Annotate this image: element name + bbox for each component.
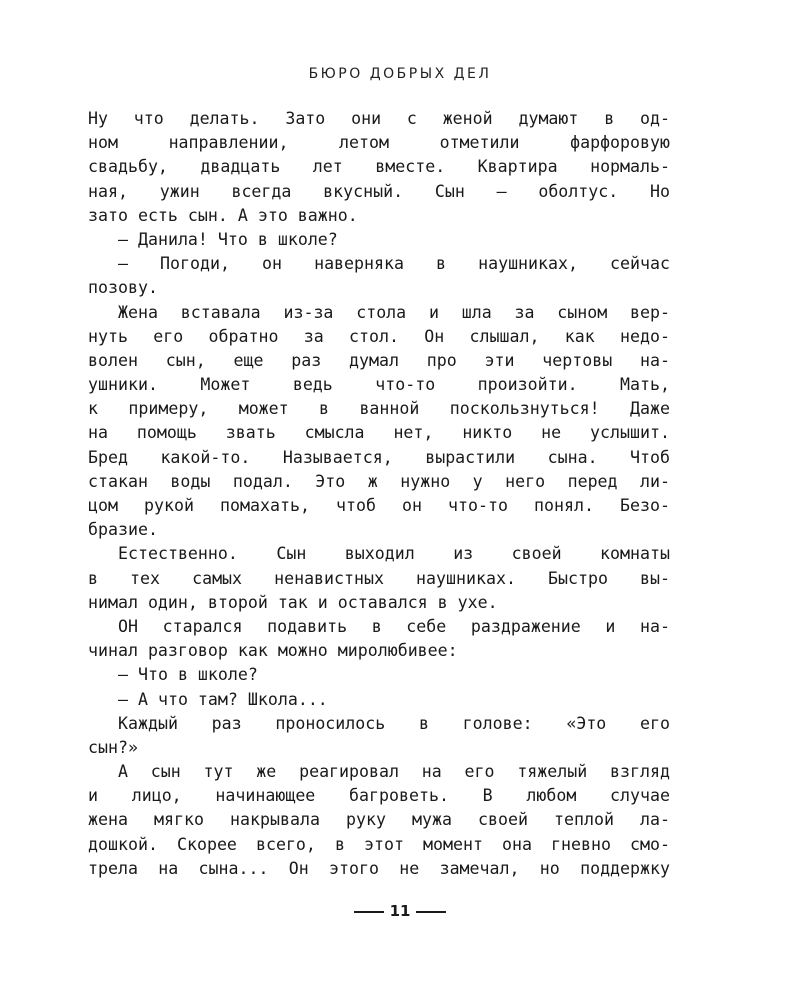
text-line: нуть его обратно за стол. Он слышал, как недо- xyxy=(88,326,670,346)
right-dash xyxy=(416,911,446,913)
text-line: трела на сына... Он этого не замечал, но поддержку xyxy=(88,858,670,878)
running-head: БЮРО ДОБРЫХ ДЕЛ xyxy=(308,66,492,82)
text-line: в тех самых ненавистных наушниках. Быстро вы- xyxy=(88,568,670,588)
text-line: стакан воды подал. Это ж нужно у него перед ли- xyxy=(88,471,670,491)
text-line: цом рукой помахать, чтоб он что-то понял. Безо- xyxy=(88,496,670,515)
text-line: Каждый раз проносилось в голове: «Это его xyxy=(118,713,670,733)
text-line: позову. xyxy=(88,278,158,298)
text-line: Ну что делать. Зато они с женой думают в од- xyxy=(88,109,670,128)
text-line: и лицо, начинающее багроветь. В любом случае xyxy=(88,786,670,806)
text-line: к примеру, может в ванной поскользнуться! Даже xyxy=(88,399,670,419)
page-footer xyxy=(0,902,800,920)
text-line: А сын тут же реагировал на его тяжелый взгляд xyxy=(118,762,670,782)
text-line: ОН старался подавить в себе раздражение и на- xyxy=(118,616,670,636)
text-line: зато есть сын. А это важно. xyxy=(88,205,358,225)
text-line: жена мягко накрывала руку мужа своей теплой ла- xyxy=(88,810,670,830)
text-line: — Погоди, он наверняка в наушниках, сейчас xyxy=(118,254,670,274)
body-text xyxy=(88,107,670,881)
text-line: — Что в школе? xyxy=(118,665,258,685)
text-line: чинал разговор как можно миролюбивее: xyxy=(88,641,458,661)
left-dash xyxy=(354,911,384,913)
text-line: ная, ужин всегда вкусный. Сын — оболтус. Но xyxy=(88,181,670,201)
text-line: свадьбу, двадцать лет вместе. Квартира нормаль- xyxy=(88,157,670,177)
text-line: на помощь звать смысла нет, никто не услышит. xyxy=(88,423,670,443)
text-line: ушники. Может ведь что-то произойти. Мать, xyxy=(88,375,670,395)
text-line: — Данила! Что в школе? xyxy=(118,229,338,249)
text-line: сын?» xyxy=(88,737,138,757)
text-line: волен сын, еще раз думал про эти чертовы на- xyxy=(88,350,670,370)
page-number: 11 xyxy=(389,902,411,920)
text-line: бразие. xyxy=(88,520,158,540)
text-line: Бред какой-то. Называется, вырастили сына. Чтоб xyxy=(88,447,670,467)
text-line: ном направлении, летом отметили фарфоровую xyxy=(88,133,670,153)
text-line: Естественно. Сын выходил из своей комнаты xyxy=(118,544,670,564)
text-line: Жена вставала из-за стола и шла за сыном вер- xyxy=(118,302,670,322)
text-line: нимал один, второй так и оставался в ухе. xyxy=(88,592,498,612)
text-line: — А что там? Школа... xyxy=(118,689,328,709)
text-line: дошкой. Скорее всего, в этот момент она гневно смо- xyxy=(88,834,670,854)
